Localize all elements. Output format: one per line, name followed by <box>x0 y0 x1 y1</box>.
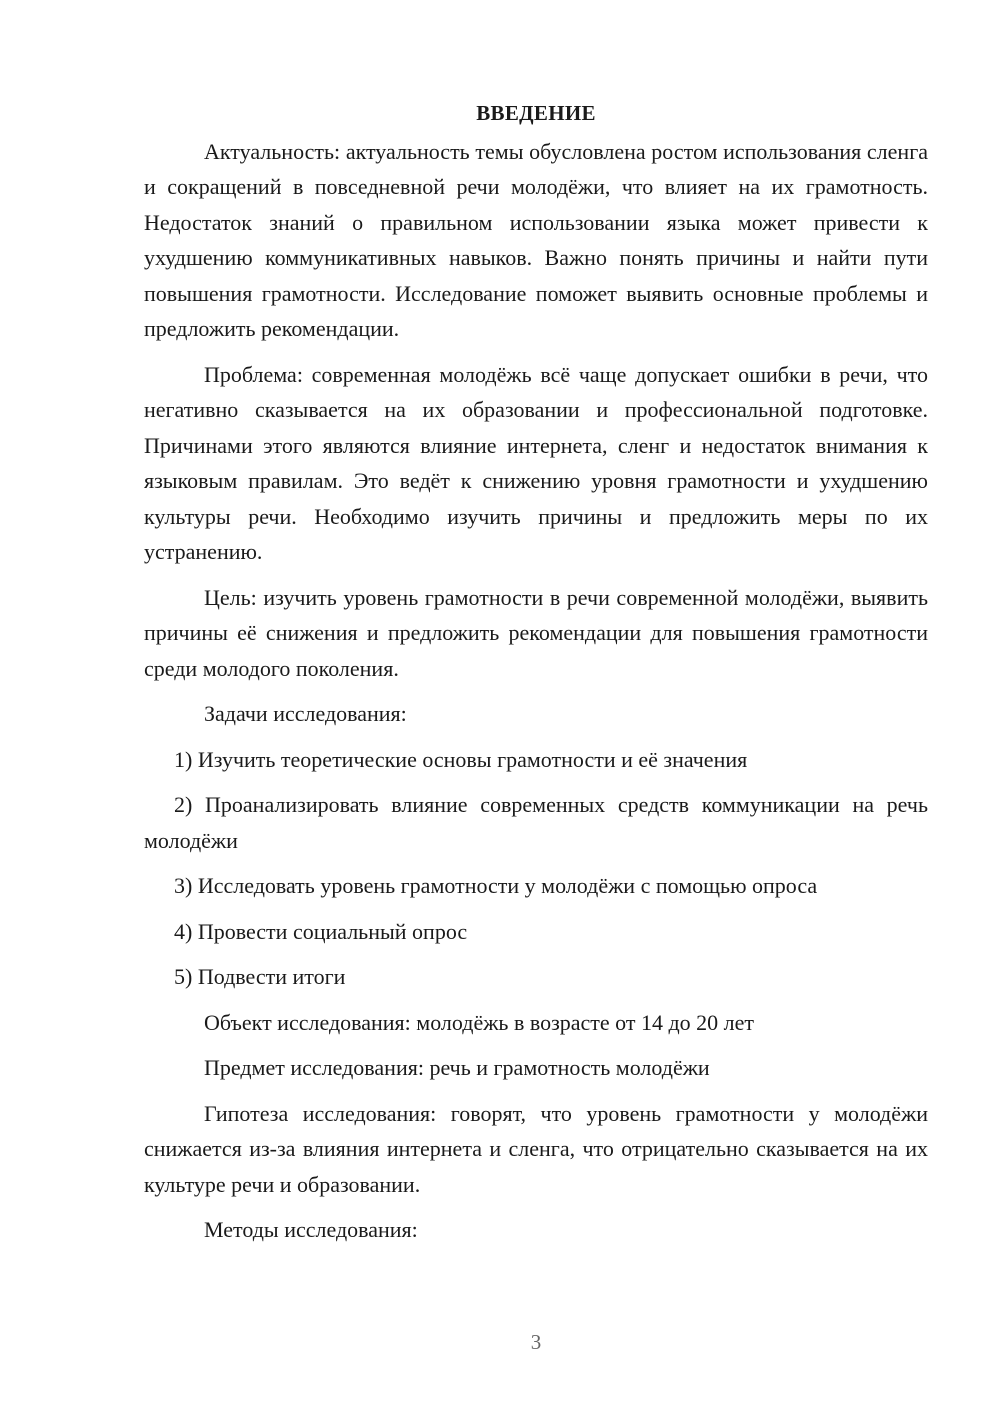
methods-title: Методы исследования: <box>204 1217 418 1242</box>
goal-paragraph: Цель: изучить уровень грамотности в речи современной молодёжи, выявить причины её снижения и предложить рекомендации для повышения грамотности среди молодого поколения. <box>144 584 928 681</box>
document-page <box>144 96 928 1258</box>
problem-paragraph: Проблема: современная молодёжь всё чаще допускает ошибки в речи, что негативно сказывается на их образовании и профессиональной подготовке. Причинами этого являются влияние интернета, сленг и недостаток внимания к языковым правилам. Это ведёт к снижению уровня грамотности и ухудшению культуры речи. Необходимо изучить причины и предложить меры по их устранению. <box>144 361 928 564</box>
task-item-4: 4) Провести социальный опрос <box>174 918 468 944</box>
hypothesis-paragraph: Гипотеза исследования: говорят, что уровень грамотности у молодёжи снижается из-за влияния интернета и сленга, что отрицательно сказывается на их культуре речи и образовании. <box>144 1100 928 1197</box>
tasks-title: Задачи исследования: <box>204 701 407 726</box>
object-paragraph: Объект исследования: молодёжь в возрасте от 14 до 20 лет <box>204 1009 755 1035</box>
task-item-2: 2) Проанализировать влияние современных средств коммуникации на речь молодёжи <box>144 792 928 853</box>
page-heading: ВВЕДЕНИЕ <box>476 101 596 125</box>
relevance-paragraph: Актуальность: актуальность темы обусловлена ростом использования сленга и сокращений в повседневной речи молодёжи, что влияет на их грамотность. Недостаток знаний о правильном использовании языка может привести к ухудшению коммуникативных навыков. Важно понять причины и найти пути повышения грамотности. Исследование поможет выявить основные проблемы и предложить рекомендации. <box>144 138 928 341</box>
page-number: 3 <box>530 1330 542 1354</box>
subject-paragraph: Предмет исследования: речь и грамотность молодёжи <box>204 1055 710 1080</box>
task-item-5: 5) Подвести итоги <box>174 964 346 989</box>
task-item-1: 1) Изучить теоретические основы грамотности и её значения <box>174 746 748 772</box>
task-item-3: 3) Исследовать уровень грамотности у молодёжи с помощью опроса <box>174 873 818 898</box>
